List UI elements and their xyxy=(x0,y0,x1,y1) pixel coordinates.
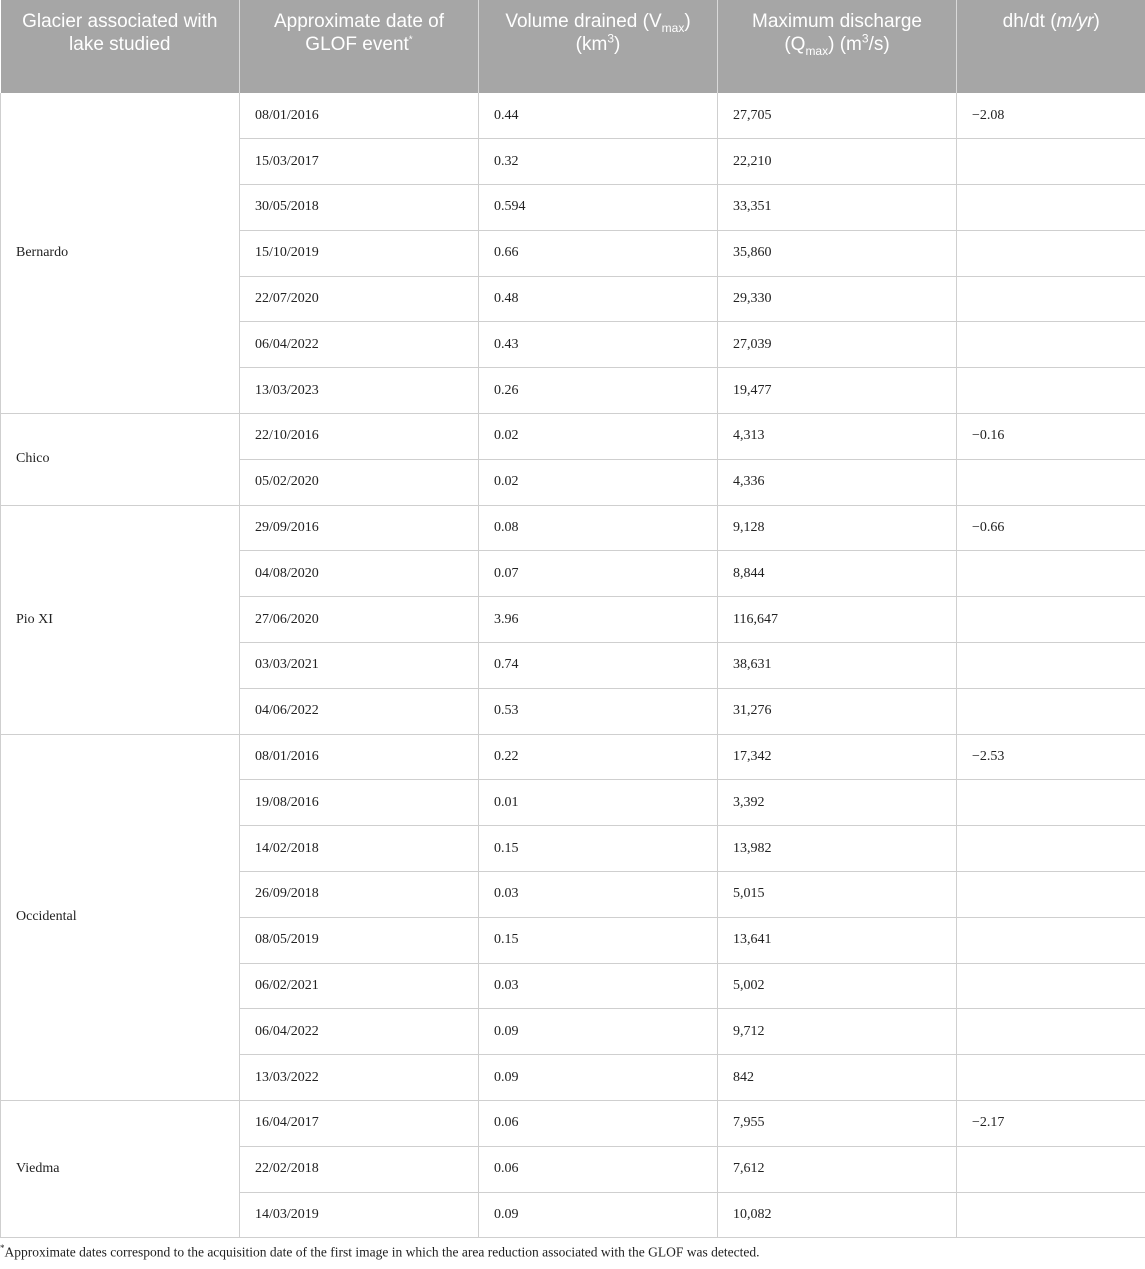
volume-cell: 0.48 xyxy=(479,276,718,322)
header-volume-unit: ) (km xyxy=(575,11,691,55)
date-cell: 22/07/2020 xyxy=(240,276,479,322)
header-glacier xyxy=(1,0,240,93)
dhdt-cell xyxy=(957,276,1145,322)
discharge-cell: 7,612 xyxy=(718,1146,957,1192)
discharge-cell: 9,128 xyxy=(718,505,957,551)
header-dhdt-label: dh/dt ( xyxy=(1002,11,1057,32)
header-discharge xyxy=(718,0,957,93)
header-discharge-subscript: max xyxy=(805,43,829,58)
dhdt-cell: −0.16 xyxy=(957,414,1145,460)
discharge-cell: 8,844 xyxy=(718,551,957,597)
footnote-mark: * xyxy=(0,1243,5,1253)
header-discharge-unit: ) (m xyxy=(828,34,862,55)
volume-cell: 0.03 xyxy=(479,872,718,918)
volume-cell: 0.07 xyxy=(479,551,718,597)
date-cell: 06/04/2022 xyxy=(240,1009,479,1055)
dhdt-cell xyxy=(957,643,1145,689)
footnote-text: Approximate dates correspond to the acquisition date of the first image in which the area reduction associated with the GLOF was detected. xyxy=(4,1244,760,1260)
date-cell: 04/06/2022 xyxy=(240,688,479,734)
header-date xyxy=(240,0,479,93)
discharge-cell: 5,002 xyxy=(718,963,957,1009)
dhdt-cell xyxy=(957,826,1145,872)
glacier-cell: Chico xyxy=(1,414,240,506)
dhdt-cell xyxy=(957,917,1145,963)
volume-cell: 0.594 xyxy=(479,185,718,231)
volume-cell: 0.53 xyxy=(479,688,718,734)
discharge-cell: 35,860 xyxy=(718,230,957,276)
dhdt-cell xyxy=(957,1146,1145,1192)
discharge-cell: 31,276 xyxy=(718,688,957,734)
dhdt-cell xyxy=(957,185,1145,231)
volume-cell: 0.02 xyxy=(479,459,718,505)
header-date-label: Approximate date of GLOF event xyxy=(273,11,445,55)
header-volume-subscript: max xyxy=(661,20,685,35)
dhdt-cell xyxy=(957,1009,1145,1055)
date-cell: 30/05/2018 xyxy=(240,185,479,231)
date-cell: 08/01/2016 xyxy=(240,734,479,780)
volume-cell: 0.09 xyxy=(479,1055,718,1101)
date-cell: 15/10/2019 xyxy=(240,230,479,276)
discharge-cell: 5,015 xyxy=(718,872,957,918)
date-cell: 26/09/2018 xyxy=(240,872,479,918)
header-dhdt xyxy=(957,0,1145,93)
volume-cell: 0.06 xyxy=(479,1146,718,1192)
dhdt-cell xyxy=(957,230,1145,276)
discharge-cell: 9,712 xyxy=(718,1009,957,1055)
volume-cell: 0.66 xyxy=(479,230,718,276)
date-cell: 06/04/2022 xyxy=(240,322,479,368)
table-header xyxy=(1,0,1145,93)
volume-cell: 0.09 xyxy=(479,1192,718,1238)
dhdt-cell: −0.66 xyxy=(957,505,1145,551)
dhdt-cell: −2.17 xyxy=(957,1101,1145,1147)
dhdt-cell xyxy=(957,1192,1145,1238)
volume-cell: 0.03 xyxy=(479,963,718,1009)
dhdt-cell xyxy=(957,551,1145,597)
discharge-cell: 7,955 xyxy=(718,1101,957,1147)
dhdt-cell xyxy=(957,139,1145,185)
table-row xyxy=(1,1101,1145,1147)
table-row xyxy=(1,734,1145,780)
header-glacier-label: Glacier associated with lake studied xyxy=(22,11,218,55)
date-cell: 03/03/2021 xyxy=(240,643,479,689)
discharge-cell: 38,631 xyxy=(718,643,957,689)
date-cell: 22/10/2016 xyxy=(240,414,479,460)
volume-cell: 0.44 xyxy=(479,93,718,139)
dhdt-cell xyxy=(957,780,1145,826)
volume-cell: 0.01 xyxy=(479,780,718,826)
date-cell: 13/03/2023 xyxy=(240,368,479,414)
volume-cell: 0.74 xyxy=(479,643,718,689)
date-cell: 22/02/2018 xyxy=(240,1146,479,1192)
discharge-cell: 19,477 xyxy=(718,368,957,414)
volume-cell: 0.43 xyxy=(479,322,718,368)
footnote xyxy=(0,1243,760,1261)
dhdt-cell xyxy=(957,322,1145,368)
dhdt-cell xyxy=(957,872,1145,918)
dhdt-cell xyxy=(957,963,1145,1009)
volume-cell: 0.32 xyxy=(479,139,718,185)
volume-cell: 0.15 xyxy=(479,826,718,872)
dhdt-cell xyxy=(957,597,1145,643)
table-body xyxy=(1,93,1145,1238)
date-cell: 08/01/2016 xyxy=(240,93,479,139)
volume-cell: 0.08 xyxy=(479,505,718,551)
discharge-cell: 27,039 xyxy=(718,322,957,368)
dhdt-cell xyxy=(957,459,1145,505)
discharge-cell: 4,313 xyxy=(718,414,957,460)
date-cell: 14/02/2018 xyxy=(240,826,479,872)
dhdt-cell xyxy=(957,1055,1145,1101)
volume-cell: 0.06 xyxy=(479,1101,718,1147)
header-discharge-superscript: 3 xyxy=(861,31,869,46)
discharge-cell: 13,982 xyxy=(718,826,957,872)
discharge-cell: 13,641 xyxy=(718,917,957,963)
table-row xyxy=(1,93,1145,139)
dhdt-cell: −2.53 xyxy=(957,734,1145,780)
date-cell: 13/03/2022 xyxy=(240,1055,479,1101)
header-volume xyxy=(479,0,718,93)
glacier-cell: Viedma xyxy=(1,1101,240,1238)
glacier-cell: Occidental xyxy=(1,734,240,1100)
discharge-cell: 27,705 xyxy=(718,93,957,139)
discharge-cell: 22,210 xyxy=(718,139,957,185)
header-date-footnote-mark: * xyxy=(408,34,413,46)
dhdt-cell xyxy=(957,368,1145,414)
volume-cell: 0.22 xyxy=(479,734,718,780)
header-volume-superscript: 3 xyxy=(607,31,614,46)
header-dhdt-unit: m/yr xyxy=(1056,11,1094,32)
discharge-cell: 29,330 xyxy=(718,276,957,322)
header-volume-close: ) xyxy=(614,34,621,55)
dhdt-cell xyxy=(957,688,1145,734)
date-cell: 14/03/2019 xyxy=(240,1192,479,1238)
date-cell: 27/06/2020 xyxy=(240,597,479,643)
discharge-cell: 33,351 xyxy=(718,185,957,231)
table-row xyxy=(1,505,1145,551)
date-cell: 05/02/2020 xyxy=(240,459,479,505)
date-cell: 04/08/2020 xyxy=(240,551,479,597)
discharge-cell: 4,336 xyxy=(718,459,957,505)
glacier-cell: Bernardo xyxy=(1,93,240,414)
glacier-cell: Pio XI xyxy=(1,505,240,734)
date-cell: 19/08/2016 xyxy=(240,780,479,826)
volume-cell: 0.26 xyxy=(479,368,718,414)
volume-cell: 0.15 xyxy=(479,917,718,963)
discharge-cell: 116,647 xyxy=(718,597,957,643)
header-discharge-close: /s) xyxy=(868,34,890,55)
header-discharge-label: Maximum discharge (Q xyxy=(752,11,922,55)
date-cell: 08/05/2019 xyxy=(240,917,479,963)
date-cell: 06/02/2021 xyxy=(240,963,479,1009)
discharge-cell: 17,342 xyxy=(718,734,957,780)
dhdt-cell: −2.08 xyxy=(957,93,1145,139)
discharge-cell: 10,082 xyxy=(718,1192,957,1238)
header-dhdt-close: ) xyxy=(1093,11,1100,32)
discharge-cell: 842 xyxy=(718,1055,957,1101)
date-cell: 16/04/2017 xyxy=(240,1101,479,1147)
volume-cell: 3.96 xyxy=(479,597,718,643)
table-row xyxy=(1,414,1145,460)
volume-cell: 0.02 xyxy=(479,414,718,460)
volume-cell: 0.09 xyxy=(479,1009,718,1055)
date-cell: 29/09/2016 xyxy=(240,505,479,551)
discharge-cell: 3,392 xyxy=(718,780,957,826)
date-cell: 15/03/2017 xyxy=(240,139,479,185)
header-row xyxy=(1,0,1145,93)
header-volume-label: Volume drained (V xyxy=(505,11,662,32)
